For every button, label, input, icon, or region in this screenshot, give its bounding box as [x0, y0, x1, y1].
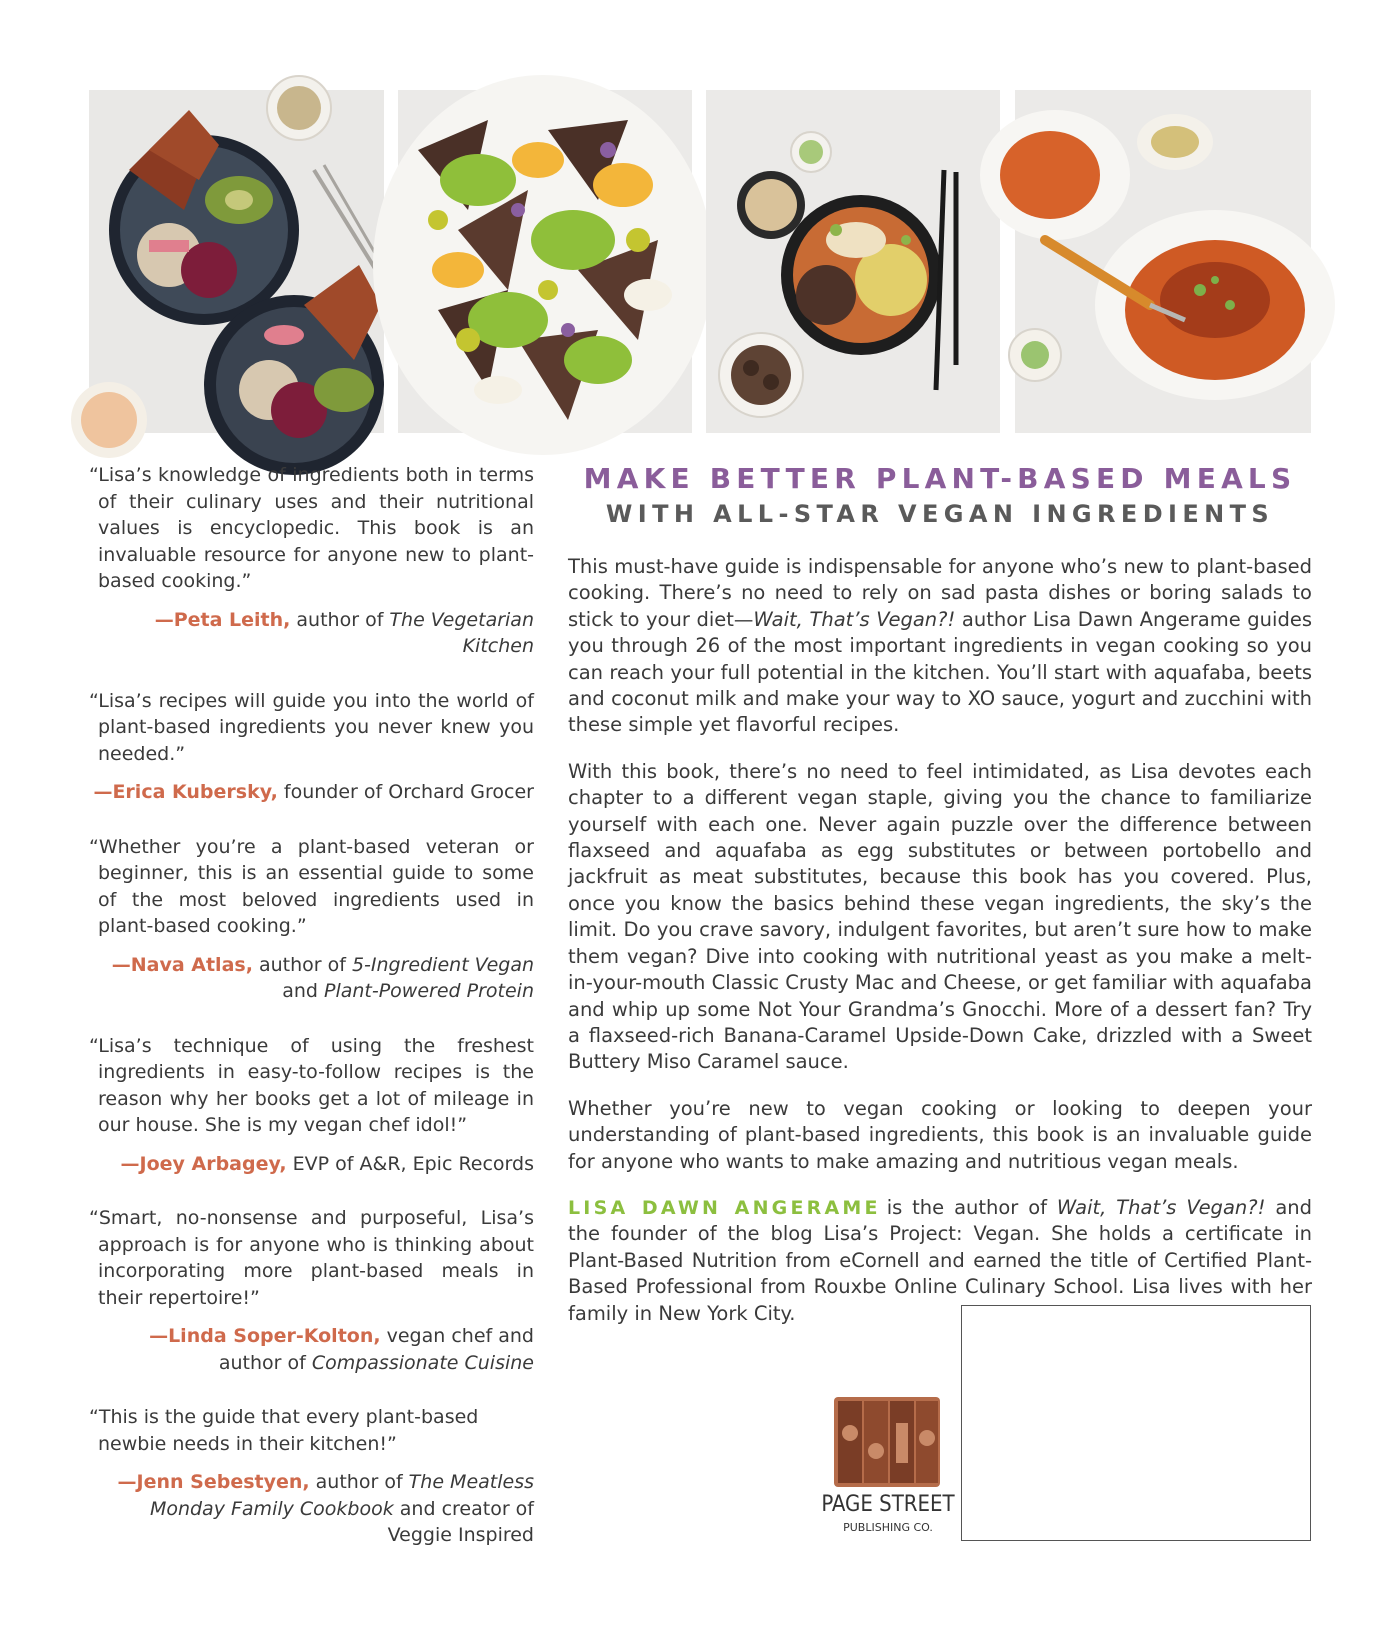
author-name: LISA DAWN ANGERAME: [568, 1196, 881, 1219]
testimonial-attribution: [89, 1151, 534, 1178]
testimonial-quote: “Lisa’s knowledge of ingredients both in terms of their culinary uses and their nutritional values is encyclopedic. This book is an invaluable resource for anyone new to plant-based cooking.”: [89, 464, 534, 592]
description-column: [568, 462, 1312, 1327]
attribution-title: The Meatless Monday Family Cookbook: [149, 1471, 534, 1520]
subheadline: WITH ALL-STAR VEGAN INGREDIENTS: [605, 500, 1275, 528]
testimonial-attribution: [89, 952, 534, 1005]
testimonial-name: —Joey Arbagey,: [120, 1152, 287, 1175]
paragraph-text: author Lisa Dawn Angerame guides you through 26 of the most important ingredients in vegan cooking so you can reach your full potential in the kitchen. You’ll start with aquafaba, beets and coconut milk and make your way to XO sauce, yogurt and zucchini with these simple yet flavorful recipes.: [568, 607, 1312, 737]
testimonial: [89, 462, 534, 660]
testimonial-quote: “Smart, no-nonsense and purposeful, Lisa’s approach is for anyone who is thinking about incorporating more plant-based meals in their repertoire!”: [89, 1207, 534, 1309]
testimonial-name: —Peta Leith,: [154, 608, 291, 631]
page-street-logo-icon: [821, 1393, 955, 1541]
testimonial-name: —Jenn Sebestyen,: [117, 1471, 310, 1493]
testimonial: [89, 1033, 534, 1178]
attribution-text: author of: [290, 608, 390, 631]
bio-text: is the author of: [886, 1195, 1057, 1219]
attribution-text: and: [282, 980, 324, 1002]
testimonial-quote: “Lisa’s technique of using the freshest ingredients in easy-to-follow recipes is the reason why her books get a lot of mileage in our house. She is my vegan chef idol!”: [89, 1034, 534, 1136]
testimonial-attribution: [89, 1469, 534, 1549]
bio-text: and the founder of the blog Lisa’s Project: Vegan. She holds a certificate in Plant-Based Nutrition from eCornell and earned the title of Certified Plant-Based Professional from Rouxbe Online Culinary School. Lisa lives with her family in New York City.: [568, 1195, 1313, 1325]
testimonial: [89, 1404, 534, 1549]
photo-strip: [89, 90, 1311, 433]
testimonial-name: —Nava Atlas,: [111, 953, 253, 976]
testimonial-quote: “This is the guide that every plant-based newbie needs in their kitchen!”: [89, 1406, 479, 1455]
book-title: Wait, That’s Vegan?!: [1056, 1195, 1266, 1219]
description-paragraph: [568, 554, 1312, 739]
attribution-title: Plant-Powered Protein: [324, 980, 534, 1002]
testimonials: [89, 462, 534, 1577]
ramen-bowl-photo-icon: [706, 90, 1000, 433]
attribution-title: Compassionate Cuisine: [311, 1351, 534, 1374]
testimonial-quote: “Lisa’s recipes will guide you into the world of plant-based ingredients you never knew you needed.”: [89, 689, 534, 765]
attribution-text: founder of Orchard Grocer: [277, 781, 534, 803]
paragraph-text: This must-have guide is indispensable for anyone who’s new to plant-based cooking. There’s no need to rely on sad pasta dishes or boring salads to stick to your diet—: [568, 555, 1312, 631]
attribution-text: EVP of A&R, Epic Records: [286, 1152, 534, 1175]
attribution-text: vegan chef and author of: [218, 1325, 534, 1374]
publisher-name: PAGE STREET: [821, 1492, 955, 1517]
attribution-title: 5-Ingredient Vegan: [351, 953, 534, 976]
testimonial-attribution: [89, 607, 534, 660]
testimonial-quote: “Whether you’re a plant-based veteran or beginner, this is an essential guide to some of the most beloved ingredients used in plant-based cooking.”: [89, 835, 534, 937]
testimonial-name: —Erica Kubersky,: [93, 781, 278, 803]
publisher-subname: PUBLISHING CO.: [843, 1521, 933, 1534]
attribution-text: and creator of Veggie Inspired: [387, 1497, 534, 1546]
attribution-text: author of: [252, 953, 352, 976]
barcode-placeholder: [961, 1305, 1311, 1541]
testimonial-name: —Linda Soper-Kolton,: [149, 1325, 381, 1347]
testimonial-attribution: [89, 1323, 534, 1376]
testimonial: [89, 688, 534, 806]
publisher-logo: [821, 1393, 955, 1541]
nachos-photo-icon: [398, 90, 692, 433]
testimonial-attribution: [89, 779, 534, 806]
headline: MAKE BETTER PLANT-BASED MEALS: [583, 462, 1297, 495]
attribution-text: author of: [309, 1471, 409, 1493]
description-paragraph: With this book, there’s no need to feel intimidated, as Lisa devotes each chapter to a different vegan staple, giving you the chance to familiarize yourself with each one. Never again puzzle over the difference between flaxseed and aquafaba as egg substitutes or between portobello and jackfruit as meat substitutes, because this book has you covered. Plus, once you know the basics behind these vegan ingredients, the sky’s the limit. Do you crave savory, indulgent favorites, but aren’t sure how to make them vegan? Dive into cooking with nutritional yeast as you make a melt-in-your-mouth Classic Crusty Mac and Cheese, or get familiar with aquafaba and whip up some Not Your Grandma’s Gnocchi. More of a dessert fan? Try a flaxseed-rich Banana-Caramel Upside-Down Cake, drizzled with a Sweet Buttery Miso Caramel sauce.: [568, 759, 1312, 1074]
testimonial: [89, 834, 534, 1005]
testimonial: [89, 1205, 534, 1376]
book-title: Wait, That’s Vegan?!: [753, 607, 956, 631]
spaghetti-photo-icon: [1015, 90, 1311, 433]
grain-bowl-photo-icon: [89, 90, 384, 433]
description-paragraph: Whether you’re new to vegan cooking or looking to deepen your understanding of plant-based ingredients, this book is an invaluable guide for anyone who wants to make amazing and nutritious vegan meals.: [568, 1096, 1312, 1173]
attribution-title: The Vegetarian Kitchen: [389, 608, 534, 657]
